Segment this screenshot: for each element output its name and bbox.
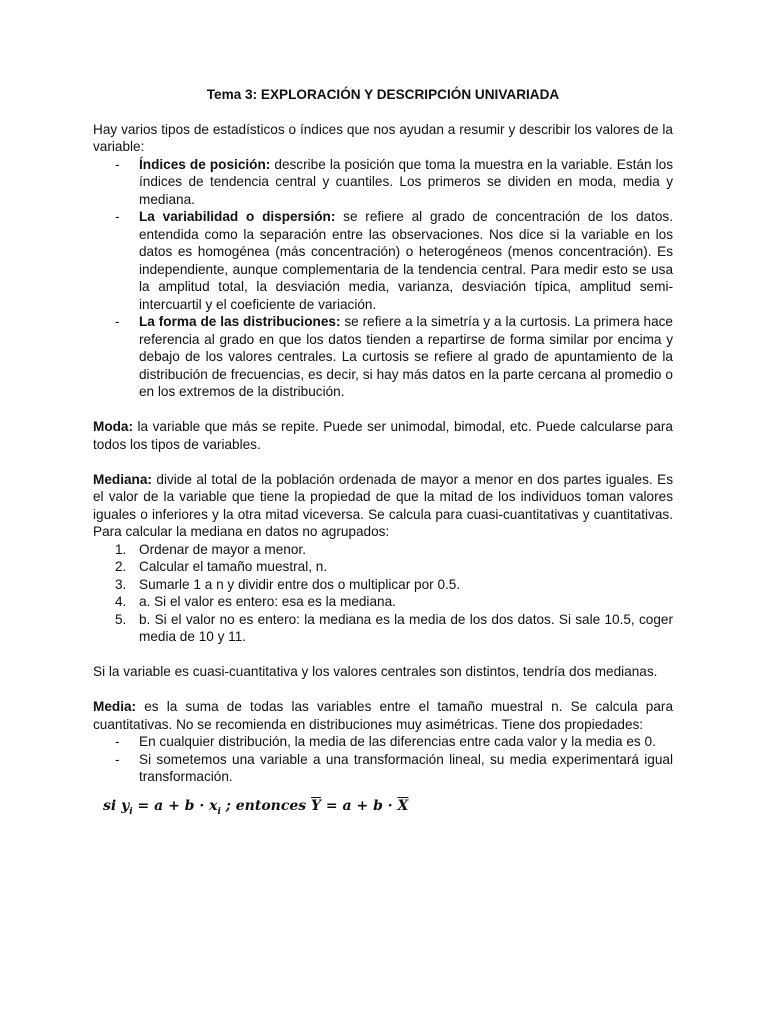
list-term: La variabilidad o dispersión: <box>139 209 336 224</box>
step-text: b. Si el valor no es entero: la mediana es la media de los dos datos. Si sale 10.5, coger media de 10 y 11. <box>139 611 673 644</box>
media-text: es la suma de todas las variables entre el tamaño muestral n. Se calcula para cuantitativas. No se recomienda en distribuciones muy asimétricas. Tiene dos propiedades: <box>93 699 673 732</box>
step-text: Ordenar de mayor a menor. <box>139 541 306 557</box>
step-text: a. Si el valor es entero: esa es la mediana. <box>139 594 396 609</box>
list-item <box>93 576 673 594</box>
media-term: Media: <box>93 699 137 714</box>
page-title: Tema 3: EXPLORACIÓN Y DESCRIPCIÓN UNIVARIADA <box>206 87 560 102</box>
list-item <box>93 733 673 751</box>
moda-term: Moda: <box>93 419 134 434</box>
spacer <box>93 453 673 471</box>
list-item <box>93 558 673 576</box>
step-number: 3. <box>115 576 127 592</box>
list-item <box>93 156 673 209</box>
formula-text: = a + b · x <box>132 797 218 814</box>
list-dash: - <box>115 314 120 329</box>
spacer <box>93 681 673 699</box>
formula-text: si <box>103 797 122 814</box>
formula-text: ; entonces <box>220 797 312 814</box>
step-number: 4. <box>115 594 127 609</box>
step-number: 2. <box>115 559 127 574</box>
list-item <box>93 611 673 646</box>
list-text: se refiere al grado de concentración de los datos. entendida como la separación entre las observaciones. Nos dice si la variable en los datos es homogénea (más concentración) o heterogéneos (menos concentración). Es independiente, aunque complementaria de la tendencia central. Para medir esto se usa la amplitud total, la desviación media, varianza, desviación típica, amplitud semi-intercuartil y el coeficiente de variación. <box>139 209 674 312</box>
list-dash: - <box>115 209 120 224</box>
formula-subscript: i <box>129 806 133 817</box>
mediana-steps <box>93 541 673 646</box>
list-text: se refiere a la simetría y a la curtosis. La primera hace referencia al grado en que los datos tienden a repartirse de forma similar por encima y debajo de los valores centrales. La curtosis se refiere al grado de apuntamiento de la distribución de frecuencias, es decir, si hay más datos en la parte cercana al promedio o en los extremos de la distribución. <box>139 314 673 399</box>
list-item <box>93 313 673 401</box>
mediana-term: Mediana: <box>93 471 152 487</box>
list-text: describe la posición que toma la muestra en la variable. Están los índices de tendencia central y cuantiles. Los primeros se dividen en moda, media y mediana. <box>139 156 673 207</box>
list-item <box>93 208 673 313</box>
list-item <box>93 593 673 611</box>
list-text: Si sometemos una variable a una transformación lineal, su media experimentará igual transformación. <box>139 751 673 784</box>
list-dash: - <box>115 751 120 767</box>
step-text: Sumarle 1 a n y dividir entre dos o multiplicar por 0.5. <box>139 576 461 592</box>
list-dash: - <box>115 734 120 749</box>
media-properties <box>93 733 673 786</box>
formula-var-y: y <box>121 797 130 814</box>
formula-subscript: i <box>217 806 221 817</box>
formula-mean-y: $\overline{Y}$ <box>311 797 322 814</box>
linear-transform-formula <box>103 796 673 822</box>
intro-paragraph: Hay varios tipos de estadísticos o índices que nos ayudan a resumir y describir los valores de la variable: <box>93 121 673 154</box>
formula-mean-x: $\overline{X}$ <box>397 797 409 814</box>
mediana-note: Si la variable es cuasi-cuantitativa y los valores centrales son distintos, tendría dos medianas. <box>93 664 658 679</box>
indices-list <box>93 156 673 401</box>
list-term: La forma de las distribuciones: <box>139 314 341 329</box>
list-dash: - <box>115 156 120 172</box>
list-item <box>93 751 673 786</box>
mediana-text: divide al total de la población ordenada de mayor a menor en dos partes iguales. Es el valor de la variable que tiene la propiedad de que la mitad de los individuos toman valores iguales o inferiores y la otra mitad viceversa. Se calcula para cuasi-cuantitativas y cuantitativas. Para calcular la mediana en datos no agrupados: <box>93 471 673 539</box>
spacer <box>93 401 673 419</box>
formula-text: = a + b · <box>321 797 398 814</box>
step-number: 5. <box>115 611 127 627</box>
list-term: Índices de posición: <box>139 156 271 172</box>
media-paragraph <box>93 698 673 733</box>
list-item <box>93 541 673 559</box>
moda-paragraph <box>93 418 673 453</box>
list-text: En cualquier distribución, la media de las diferencias entre cada valor y la media es 0. <box>139 734 656 749</box>
step-number: 1. <box>115 541 127 557</box>
moda-text: la variable que más se repite. Puede ser unimodal, bimodal, etc. Puede calcularse para todos los tipos de variables. <box>93 419 673 452</box>
mediana-paragraph <box>93 471 673 541</box>
spacer <box>93 646 673 664</box>
step-text: Calcular el tamaño muestral, n. <box>139 559 328 574</box>
